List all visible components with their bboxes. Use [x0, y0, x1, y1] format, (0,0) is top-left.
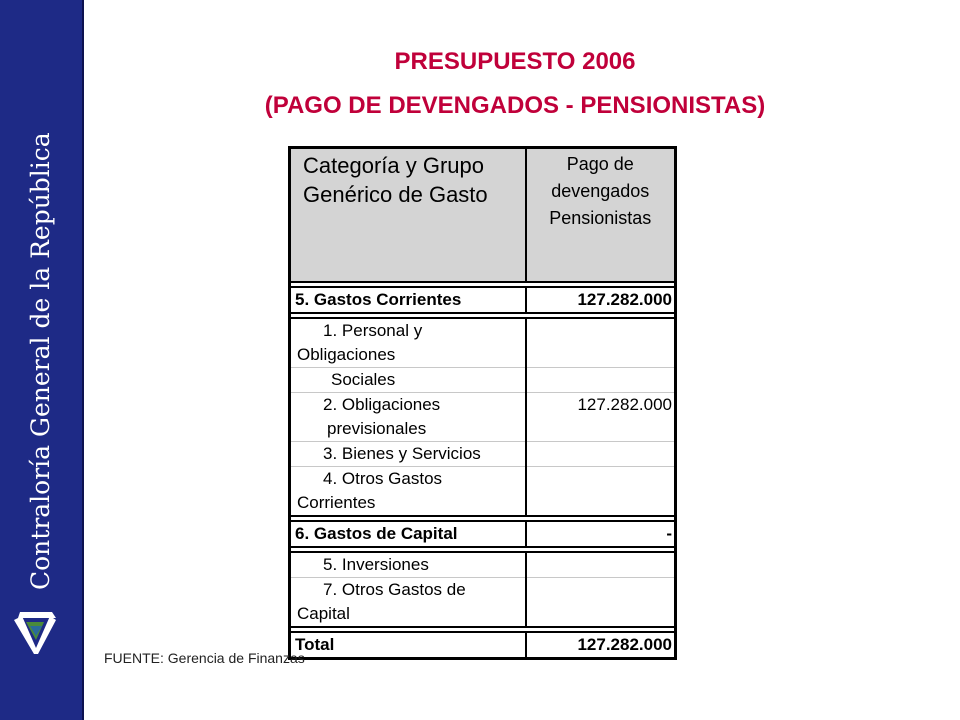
row-label: 5. Gastos Corrientes	[290, 287, 526, 313]
row-value: 127.282.000	[577, 634, 672, 654]
table-row	[290, 577, 676, 627]
row-label: 5. Inversiones	[290, 552, 526, 578]
row-label: 4. Otros Gastos Corrientes	[290, 466, 526, 516]
row-value: 127.282.000	[526, 392, 676, 441]
row-value	[526, 552, 676, 578]
table-row	[290, 392, 676, 441]
row-value	[526, 367, 676, 392]
table-row	[290, 466, 676, 516]
budget-table	[288, 146, 677, 660]
sidebar-org-name: Contraloría General de la República	[26, 132, 55, 590]
row-total	[290, 632, 676, 659]
row-value	[526, 577, 676, 627]
row-label: 1. Personal y Obligaciones	[290, 318, 526, 368]
row-value	[526, 466, 676, 516]
sidebar	[0, 0, 84, 720]
row-value	[526, 441, 676, 466]
header-category: Categoría y Grupo Genérico de Gasto	[290, 148, 526, 282]
page-subtitle: (PAGO DE DEVENGADOS - PENSIONISTAS)	[264, 92, 766, 119]
row-gastos-capital	[290, 521, 676, 547]
table-row	[290, 441, 676, 466]
row-label: Total	[290, 632, 526, 659]
header-payment: Pago de devengados Pensionistas	[526, 148, 676, 282]
table-row	[290, 552, 676, 578]
table-header	[290, 148, 676, 282]
table-row	[290, 318, 676, 368]
table-row	[290, 367, 676, 392]
contraloria-logo-icon	[12, 608, 58, 658]
row-label: 2. Obligaciones previsionales	[290, 392, 526, 441]
page-title: PRESUPUESTO 2006	[394, 48, 636, 75]
row-value	[526, 318, 676, 368]
row-label: 7. Otros Gastos de Capital	[290, 577, 526, 627]
row-label: 6. Gastos de Capital	[290, 521, 526, 547]
row-label: Sociales	[290, 367, 526, 392]
row-value: -	[666, 523, 672, 543]
row-gastos-corrientes	[290, 287, 676, 313]
row-value: 127.282.000	[577, 289, 672, 309]
row-label: 3. Bienes y Servicios	[290, 441, 526, 466]
source-note: FUENTE: Gerencia de Finanzas	[104, 650, 305, 666]
